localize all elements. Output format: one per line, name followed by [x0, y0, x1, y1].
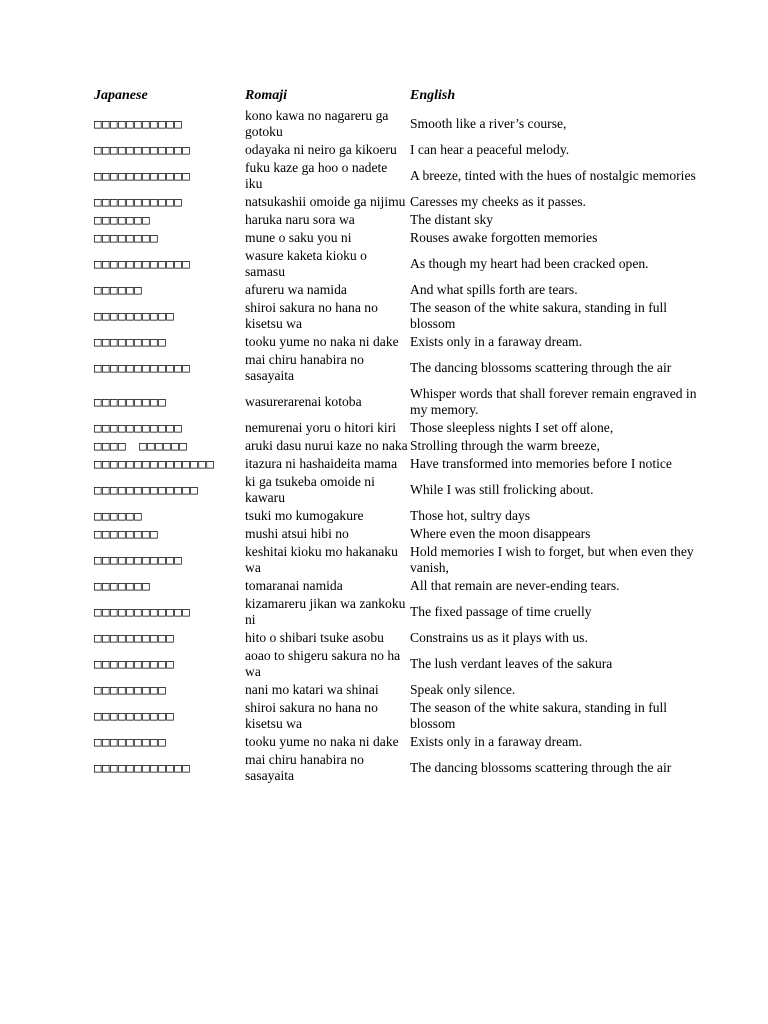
english-cell: The distant sky: [410, 212, 494, 227]
table-row: [94, 247, 704, 281]
header-english: English: [410, 88, 456, 103]
table-row: [94, 107, 704, 141]
japanese-cell: □□□□□□: [94, 282, 143, 297]
romaji-cell: mai chiru hanabira no sasayaita: [245, 352, 364, 383]
english-cell: Exists only in a faraway dream.: [410, 334, 583, 349]
table-row: [94, 577, 704, 595]
japanese-cell: □□□□□□□□□: [94, 394, 167, 409]
english-cell: And what spills forth are tears.: [410, 282, 578, 297]
english-cell: The season of the white sakura, standing in full blossom: [410, 700, 668, 731]
table-row: [94, 681, 704, 699]
romaji-cell: kizamareru jikan wa zankoku ni: [245, 596, 406, 627]
japanese-cell: □□□□□□: [94, 508, 143, 523]
table-row: [94, 351, 704, 385]
table-row: [94, 159, 704, 193]
japanese-cell: □□□□□□□□□□: [94, 656, 175, 671]
header-row: [94, 88, 704, 107]
japanese-cell: □□□□□□□□□: [94, 682, 167, 697]
english-cell: As though my heart had been cracked open.: [410, 256, 649, 271]
english-cell: All that remain are never-ending tears.: [410, 578, 620, 593]
table-row: [94, 543, 704, 577]
table-row: [94, 525, 704, 543]
romaji-cell: haruka naru sora wa: [245, 212, 355, 227]
romaji-cell: shiroi sakura no hana no kisetsu wa: [245, 700, 378, 731]
romaji-cell: odayaka ni neiro ga kikoeru: [245, 142, 397, 157]
japanese-cell: □□□□□□□□□□□□□: [94, 482, 199, 497]
japanese-cell: □□□□□□□: [94, 212, 151, 227]
table-row: [94, 419, 704, 437]
romaji-cell: ki ga tsukeba omoide ni kawaru: [245, 474, 375, 505]
romaji-cell: tsuki mo kumogakure: [245, 508, 364, 523]
english-cell: The fixed passage of time cruelly: [410, 604, 592, 619]
japanese-cell: □□□□□□□□□□□□□□□: [94, 456, 215, 471]
english-cell: While I was still frolicking about.: [410, 482, 594, 497]
romaji-cell: hito o shibari tsuke asobu: [245, 630, 384, 645]
table-row: [94, 629, 704, 647]
romaji-cell: keshitai kioku mo hakanaku wa: [245, 544, 398, 575]
english-cell: I can hear a peaceful melody.: [410, 142, 570, 157]
table-row: [94, 455, 704, 473]
table-row: [94, 647, 704, 681]
english-cell: The dancing blossoms scattering through the air: [410, 360, 672, 375]
romaji-cell: aoao to shigeru sakura no ha wa: [245, 648, 401, 679]
japanese-cell: □□□□□□□: [94, 578, 151, 593]
japanese-cell: □□□□□□□□□□□□: [94, 760, 191, 775]
romaji-cell: itazura ni hashaideita mama: [245, 456, 398, 471]
english-cell: Constrains us as it plays with us.: [410, 630, 588, 645]
table-row: [94, 385, 704, 419]
table-row: [94, 473, 704, 507]
table-row: [94, 333, 704, 351]
romaji-cell: aruki dasu nurui kaze no naka: [245, 438, 408, 453]
romaji-cell: mai chiru hanabira no sasayaita: [245, 752, 364, 783]
japanese-cell: □□□□□□□□□□: [94, 708, 175, 723]
english-cell: Hold memories I wish to forget, but when even they vanish,: [410, 544, 694, 575]
romaji-cell: mune o saku you ni: [245, 230, 352, 245]
table-row: [94, 281, 704, 299]
japanese-cell: □□□□□□□□□□□□: [94, 256, 191, 271]
japanese-cell: □□□□□□□□□□: [94, 308, 175, 323]
english-cell: Smooth like a river’s course,: [410, 116, 567, 131]
table-row: [94, 211, 704, 229]
romaji-cell: tooku yume no naka ni dake: [245, 334, 399, 349]
japanese-cell: □□□□□□□□□□□: [94, 420, 183, 435]
lyrics-table: [94, 88, 704, 785]
lyrics-rows: [94, 107, 704, 785]
table-row: [94, 595, 704, 629]
header-romaji: Romaji: [245, 88, 288, 103]
romaji-cell: fuku kaze ga hoo o nadete iku: [245, 160, 388, 191]
table-row: [94, 437, 704, 455]
english-cell: The lush verdant leaves of the sakura: [410, 656, 613, 671]
table-row: [94, 193, 704, 211]
romaji-cell: wasure kaketa kioku o samasu: [245, 248, 367, 279]
header-japanese: Japanese: [94, 88, 148, 103]
japanese-cell: □□□□□□□□□□□□: [94, 360, 191, 375]
japanese-cell: □□□□□□□□: [94, 230, 159, 245]
japanese-cell: □□□□□□□□: [94, 526, 159, 541]
english-cell: Exists only in a faraway dream.: [410, 734, 583, 749]
romaji-cell: tooku yume no naka ni dake: [245, 734, 399, 749]
romaji-cell: shiroi sakura no hana no kisetsu wa: [245, 300, 378, 331]
english-cell: Those hot, sultry days: [410, 508, 531, 523]
japanese-cell: □□□□□□□□□: [94, 734, 167, 749]
romaji-cell: afureru wa namida: [245, 282, 347, 297]
japanese-cell: □□□□□□□□□□□□: [94, 142, 191, 157]
japanese-cell: □□□□□□□□□□□: [94, 552, 183, 567]
table-row: [94, 751, 704, 785]
table-row: [94, 229, 704, 247]
table-row: [94, 733, 704, 751]
japanese-cell: □□□□□□□□□□□: [94, 194, 183, 209]
table-row: [94, 299, 704, 333]
japanese-cell: □□□□□□□□□□□□: [94, 168, 191, 183]
japanese-cell: □□□□□□□□□□□: [94, 116, 183, 131]
english-cell: Those sleepless nights I set off alone,: [410, 420, 614, 435]
romaji-cell: kono kawa no nagareru ga gotoku: [245, 108, 389, 139]
japanese-cell: □□□□ □□□□□□: [94, 438, 188, 453]
japanese-cell: □□□□□□□□□: [94, 334, 167, 349]
romaji-cell: wasurerarenai kotoba: [245, 394, 362, 409]
table-row: [94, 699, 704, 733]
english-cell: Have transformed into memories before I notice: [410, 456, 672, 471]
japanese-cell: □□□□□□□□□□□□: [94, 604, 191, 619]
romaji-cell: nemurenai yoru o hitori kiri: [245, 420, 397, 435]
english-cell: The dancing blossoms scattering through the air: [410, 760, 672, 775]
english-cell: Strolling through the warm breeze,: [410, 438, 600, 453]
table-row: [94, 141, 704, 159]
english-cell: The season of the white sakura, standing in full blossom: [410, 300, 668, 331]
romaji-cell: natsukashii omoide ga nijimu: [245, 194, 406, 209]
japanese-cell: □□□□□□□□□□: [94, 630, 175, 645]
english-cell: Whisper words that shall forever remain engraved in my memory.: [410, 386, 697, 417]
english-cell: Rouses awake forgotten memories: [410, 230, 598, 245]
english-cell: Speak only silence.: [410, 682, 516, 697]
english-cell: Caresses my cheeks as it passes.: [410, 194, 586, 209]
lyrics-page: [94, 88, 704, 785]
romaji-cell: tomaranai namida: [245, 578, 343, 593]
table-row: [94, 507, 704, 525]
romaji-cell: nani mo katari wa shinai: [245, 682, 379, 697]
english-cell: Where even the moon disappears: [410, 526, 591, 541]
english-cell: A breeze, tinted with the hues of nostalgic memories: [410, 168, 696, 183]
romaji-cell: mushi atsui hibi no: [245, 526, 349, 541]
